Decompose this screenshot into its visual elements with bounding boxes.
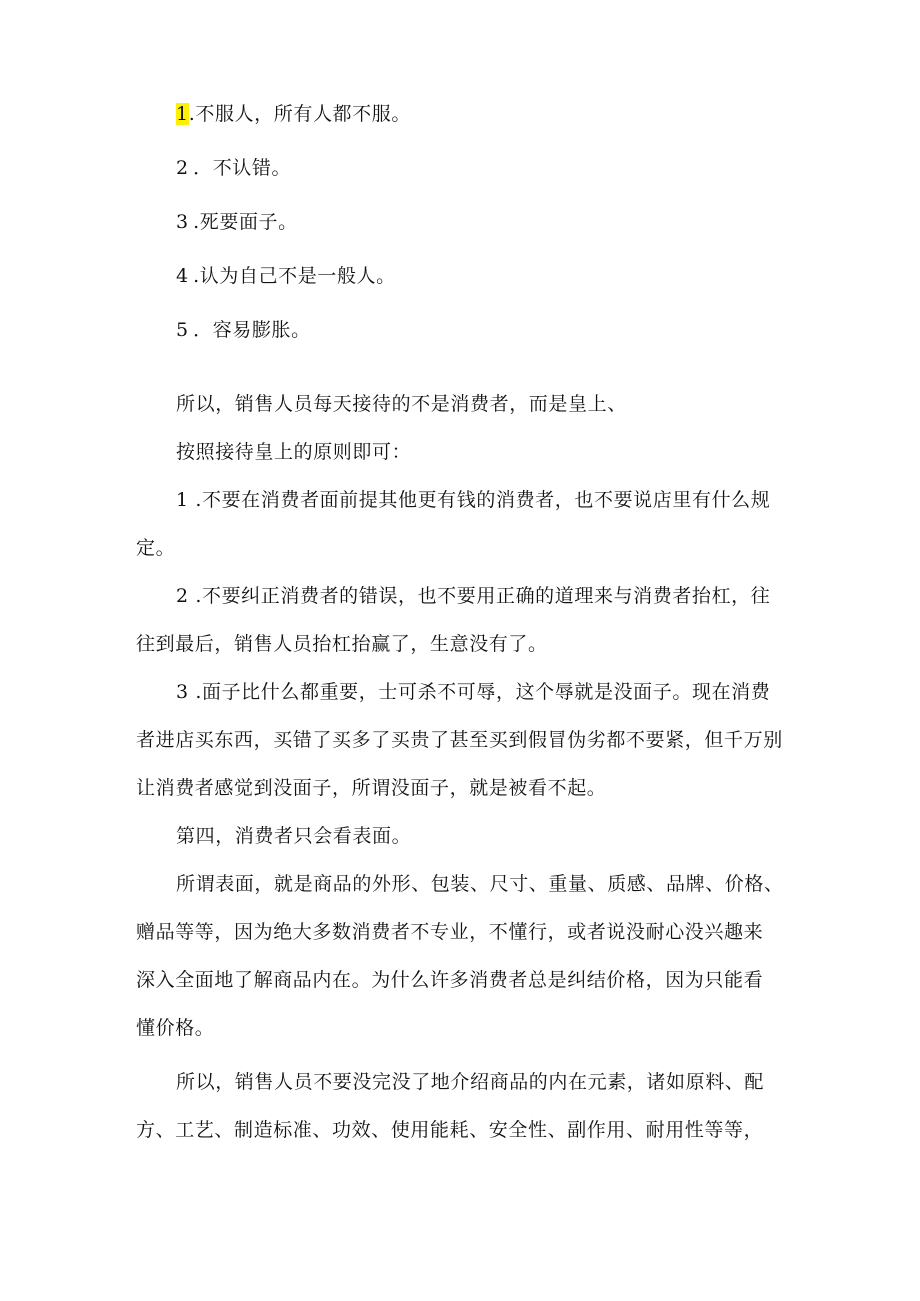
rule-item-line: 让消费者感觉到没面子，所谓没面子，就是被看不起。: [136, 777, 607, 799]
rule-item-line: 3 .面子比什么都重要，士可杀不可辱，这个辱就是没面子。现在消费: [176, 681, 771, 703]
highlighted-number: 1: [176, 103, 189, 125]
rule-item-line: 者进店买东西，买错了买多了买贵了甚至买到假冒伪劣都不要紧，但千万别: [136, 729, 783, 751]
paragraph-line: 赠品等等，因为绝大多数消费者不专业，不懂行，或者说没耐心没兴趣来: [136, 921, 764, 943]
rule-item-line: 1 .不要在消费者面前提其他更有钱的消费者，也不要说店里有什么规: [176, 489, 771, 511]
paragraph-line: 深入全面地了解商品内在。为什么许多消费者总是纠结价格，因为只能看: [136, 969, 764, 991]
section-heading: 第四，消费者只会看表面。: [176, 825, 412, 847]
list-item: 4 .认为自己不是一般人。: [176, 265, 396, 287]
paragraph-line: 懂价格。: [136, 1017, 215, 1039]
paragraph-line: 所以，销售人员每天接待的不是消费者，而是皇上、: [176, 393, 627, 415]
list-item: 5 ．容易膨胀。: [176, 319, 311, 341]
paragraph-line: 按照接待皇上的原则即可：: [176, 441, 412, 463]
list-item: 1.不服人，所有人都不服。: [176, 103, 411, 125]
rule-item-line: 2 .不要纠正消费者的错误，也不要用正确的道理来与消费者抬杠，往: [176, 585, 771, 607]
paragraph-line: 所以，销售人员不要没完没了地介绍商品的内在元素，诸如原料、配: [176, 1071, 765, 1093]
paragraph-line: 所谓表面，就是商品的外形、包装、尺寸、重量、质感、品牌、价格、: [176, 873, 784, 895]
list-item: 2 ．不认错。: [176, 157, 292, 179]
rule-item-line: 往到最后，销售人员抬杠抬赢了，生意没有了。: [136, 633, 548, 655]
rule-item-line: 定。: [136, 537, 176, 559]
paragraph-line: 方、工艺、制造标准、功效、使用能耗、安全性、副作用、耐用性等等，: [136, 1119, 764, 1141]
list-item: 3 .死要面子。: [176, 211, 298, 233]
